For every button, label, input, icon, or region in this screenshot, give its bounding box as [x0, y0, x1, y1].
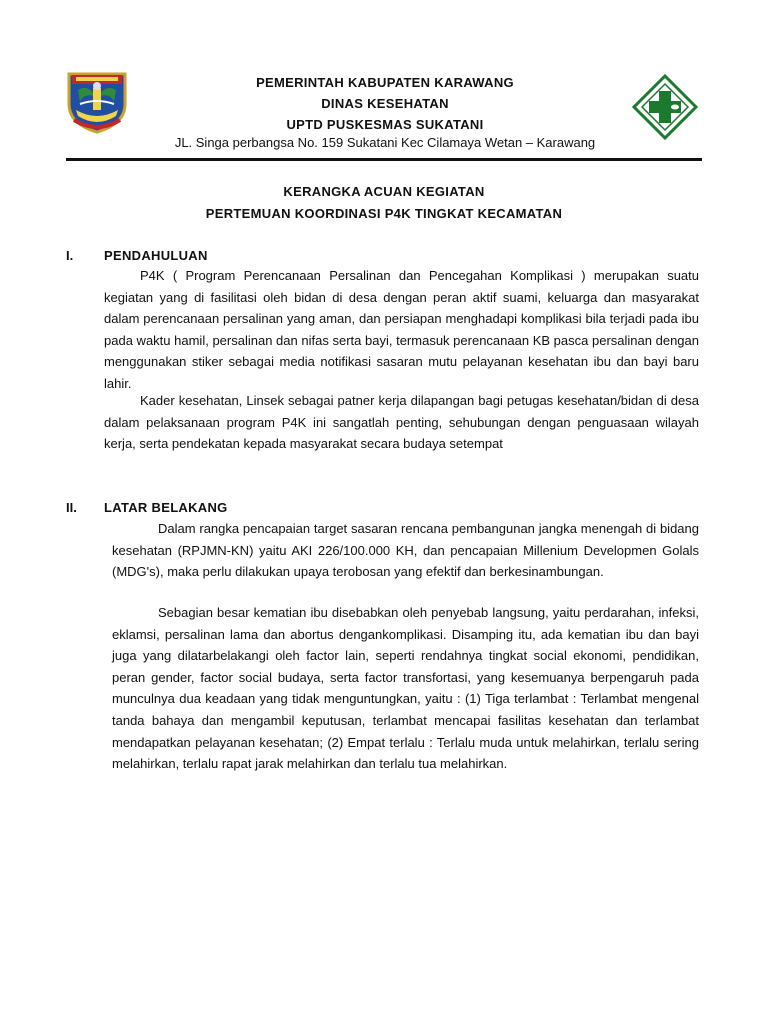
letterhead-government: PEMERINTAH KABUPATEN KARAWANG	[256, 75, 514, 90]
section-title-pendahuluan: PENDAHULUAN	[104, 248, 208, 263]
puskesmas-emblem-logo	[632, 74, 698, 140]
section-number: II.	[66, 500, 77, 515]
letterhead-divider	[66, 158, 702, 161]
letterhead-address: JL. Singa perbangsa No. 159 Sukatani Kec Cilamaya Wetan – Karawang	[174, 135, 596, 150]
paragraph: P4K ( Program Perencanaan Persalinan dan Pencegahan Komplikasi ) merupakan suatu kegiatan yang di fasilitasi oleh bidan di desa dengan peran aktif suami, keluarga dan masyarakat dalam perencanaan persalinan yang aman, dan persiapan menghadapi komplikasi bila terjadi pada ibu pada waktu hamil, persalinan dan nifas serta bayi, termasuk perencanaan KB pasca persalinan dengan menggunakan stiker sebagai media notifikasi sasaran mutu pelayanan kesehatan ibu dan bayi baru lahir.	[104, 268, 699, 391]
paragraph: Dalam rangka pencapaian target sasaran rencana pembangunan jangka menengah di bidang kesehatan (RPJMN-KN) yaitu AKI 226/100.000 KH, dan pencapaian Millenium Developmen Golals (MDG's), maka perlu dilakukan upaya terobosan yang efektif dan berkesinambungan.	[112, 521, 699, 580]
document-title: KERANGKA ACUAN KEGIATAN	[283, 184, 485, 199]
section-title-latar-belakang: LATAR BELAKANG	[104, 500, 228, 515]
document-subtitle: PERTEMUAN KOORDINASI P4K TINGKAT KECAMATAN	[205, 206, 563, 221]
paragraph: Kader kesehatan, Linsek sebagai patner kerja dilapangan bagi petugas kesehatan/bidan di desa dalam pelaksanaan program P4K ini sangatlah penting, sehubungan dengan penguasaan wilayah kerja, serta pendekatan kepada masyarakat secara budaya setempat	[104, 393, 699, 452]
letterhead-agency: DINAS KESEHATAN	[321, 96, 449, 111]
section-number: I.	[66, 248, 74, 263]
letterhead	[140, 72, 630, 135]
paragraph: Sebagian besar kematian ibu disebabkan oleh penyebab langsung, yaitu perdarahan, infeksi, eklamsi, persalinan lama dan abortus dengankomplikasi. Disamping itu, ada kematian ibu dan bayi juga yang dilatarbelakangi oleh factor lain, seperti rendahnya tingkat social ekonomi, pendidikan, peran gender, factor social budaya, serta factor transfortasi, yang kesemuanya berpengaruh pada munculnya dua keadaan yang tidak menguntungkan, yaitu : (1) Tiga terlambat : Terlambat mengenal tanda bahaya dan mengambil keputusan, terlambat mencapai fasilitas kesehatan dan terlambat mendapatkan pelayanan kesehatan; (2) Empat terlalu : Terlalu muda untuk melahirkan, terlalu sering melahirkan, terlalu rapat jarak melahirkan dan terlalu tua melahirkan.	[112, 605, 699, 772]
karawang-crest-logo	[66, 70, 128, 134]
letterhead-unit: UPTD PUSKESMAS SUKATANI	[286, 117, 484, 132]
